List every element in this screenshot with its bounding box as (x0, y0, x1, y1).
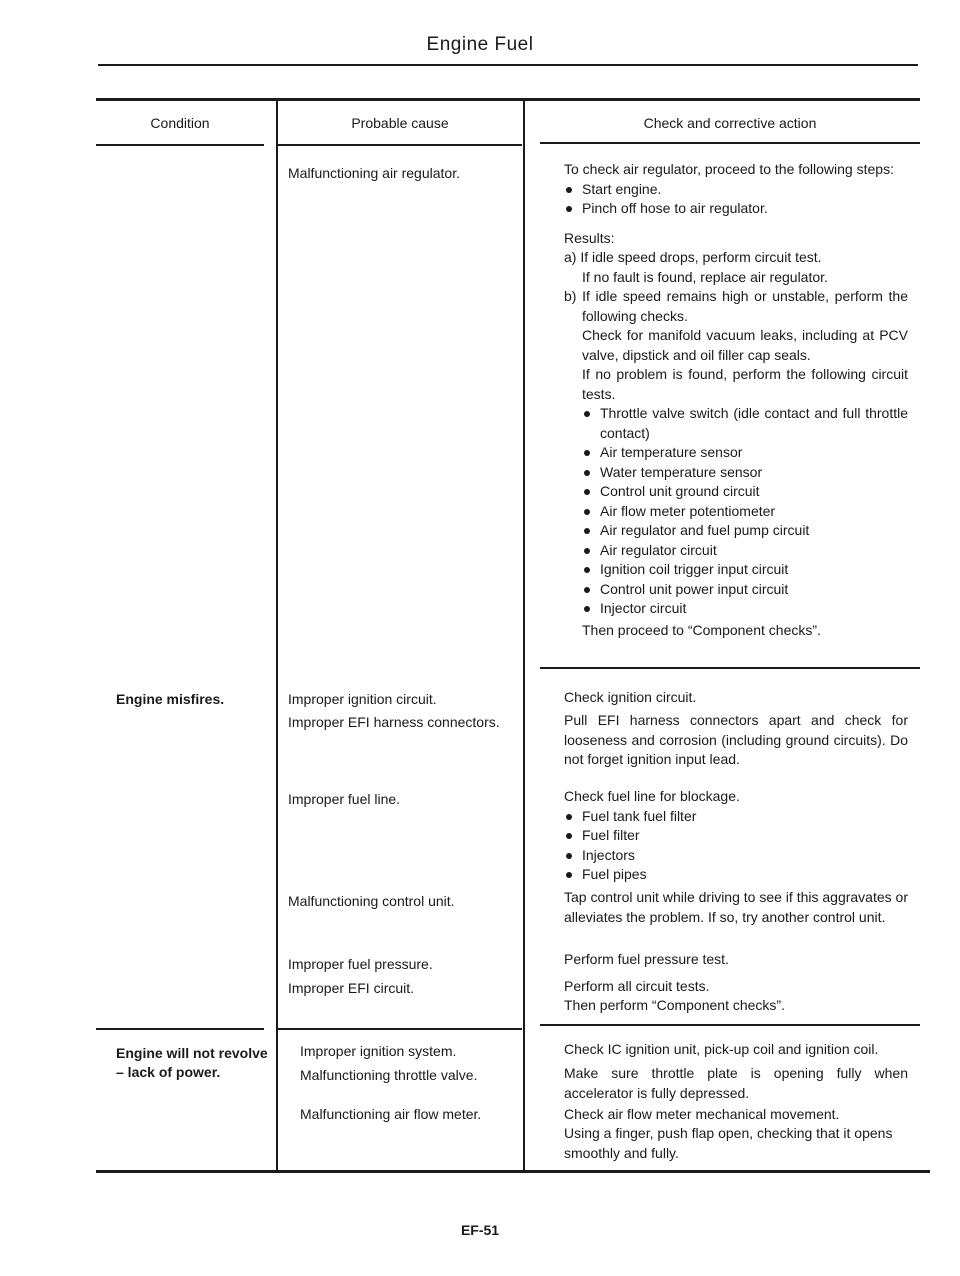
row2-rule-action (540, 1024, 920, 1026)
row1-action (564, 160, 908, 640)
row2-action-6b: Then perform “Component checks”. (564, 997, 785, 1013)
column-divider-1 (276, 99, 278, 1172)
header-corrective-action: Check and corrective action (643, 115, 817, 131)
table-top-rule (96, 98, 920, 101)
row2-cause-4: Malfunctioning control unit. (288, 893, 455, 909)
page-number: EF-51 (460, 1222, 500, 1238)
row2-cause-6: Improper EFI circuit. (288, 980, 415, 996)
row1-rule-action (540, 667, 920, 669)
row2-action-3 (564, 787, 908, 885)
row2-action-5: Perform fuel pressure test. (564, 951, 729, 967)
header-rule-action (540, 142, 920, 144)
list-item: Injectors (564, 846, 908, 866)
list-item: Control unit ground circuit (582, 482, 908, 502)
row2-condition: Engine misfires. (116, 691, 225, 707)
list-item: Ignition coil trigger input circuit (582, 560, 908, 580)
header-rule-condition (96, 144, 264, 146)
row2-fuel-line-check: Check fuel line for blockage. (564, 788, 740, 804)
row2-action-6a: Perform all circuit tests. (564, 978, 710, 994)
row2-cause-3: Improper fuel line. (288, 791, 401, 807)
list-item: Control unit power input circuit (582, 580, 908, 600)
list-item: Injector circuit (582, 599, 908, 619)
list-item: Water temperature sensor (582, 463, 908, 483)
list-item: Throttle valve switch (idle contact and full throttle contact) (582, 404, 908, 443)
row2-action-2: Pull EFI harness connectors apart and check for looseness and corrosion (including ground circuits). Do not forget ignition input lead. (564, 712, 908, 767)
row3-condition-line-1: Engine will not revolve (116, 1045, 268, 1061)
page-title: Engine Fuel (426, 34, 534, 55)
row3-action-3a: Check air flow meter mechanical movement. (564, 1106, 840, 1122)
row3-cause-1: Improper ignition system. (300, 1043, 457, 1059)
column-divider-2 (523, 99, 525, 1172)
title-rule (98, 64, 918, 66)
list-item: Start engine. (564, 180, 908, 200)
table-bottom-rule (96, 1170, 930, 1173)
header-rule-cause (278, 144, 522, 146)
list-item: Air flow meter potentiometer (582, 502, 908, 522)
row3-cause-3: Malfunctioning air flow meter. (300, 1106, 482, 1122)
list-item: Fuel pipes (564, 865, 908, 885)
row2-action-4: Tap control unit while driving to see if this aggravates or alleviates the problem. If so, try another control unit. (564, 889, 908, 925)
row1-result-a: a) If idle speed drops, perform circuit test. (564, 249, 822, 265)
row3-cause-2: Malfunctioning throttle valve. (300, 1067, 478, 1083)
header-probable-cause: Probable cause (351, 115, 449, 131)
list-item: Air regulator and fuel pump circuit (582, 521, 908, 541)
list-item: Air regulator circuit (582, 541, 908, 561)
row1-result-b-no-problem: If no problem is found, perform the following circuit tests. (582, 366, 908, 402)
row2-rule-condition (96, 1028, 264, 1030)
row3-action-1: Check IC ignition unit, pick-up coil and ignition coil. (564, 1041, 879, 1057)
header-condition: Condition (150, 115, 210, 131)
row1-intro: To check air regulator, proceed to the following steps: (564, 161, 894, 177)
row3-condition-line-2: – lack of power. (116, 1064, 221, 1080)
list-item: Fuel filter (564, 826, 908, 846)
list-item: Fuel tank fuel filter (564, 807, 908, 827)
row3-action-2: Make sure throttle plate is opening fully when accelerator is fully depressed. (564, 1065, 908, 1101)
row2-cause-1: Improper ignition circuit. (288, 691, 437, 707)
row1-circuit-list (564, 404, 908, 619)
row1-results-label: Results: (564, 229, 615, 246)
row2-cause-5: Improper fuel pressure. (288, 956, 433, 972)
row3-action-3b: Using a finger, push flap open, checking that it opens smoothly and fully. (564, 1125, 893, 1161)
row2-cause-2: Improper EFI harness connectors. (288, 714, 500, 730)
row1-steps-list (564, 180, 908, 219)
row1-result-a-note: If no fault is found, replace air regulator. (582, 268, 828, 285)
row2-action-1: Check ignition circuit. (564, 689, 697, 705)
row1-cause: Malfunctioning air regulator. (288, 165, 460, 181)
row2-rule-cause (278, 1028, 522, 1030)
list-item: Air temperature sensor (582, 443, 908, 463)
row2-fuel-list (564, 807, 908, 885)
list-item: Pinch off hose to air regulator. (564, 199, 908, 219)
row1-then: Then proceed to “Component checks”. (582, 621, 821, 638)
row1-result-b: b) If idle speed remains high or unstable, perform the following checks. (564, 288, 908, 324)
row1-result-b-check: Check for manifold vacuum leaks, including at PCV valve, dipstick and oil filler cap seals. (582, 327, 908, 363)
